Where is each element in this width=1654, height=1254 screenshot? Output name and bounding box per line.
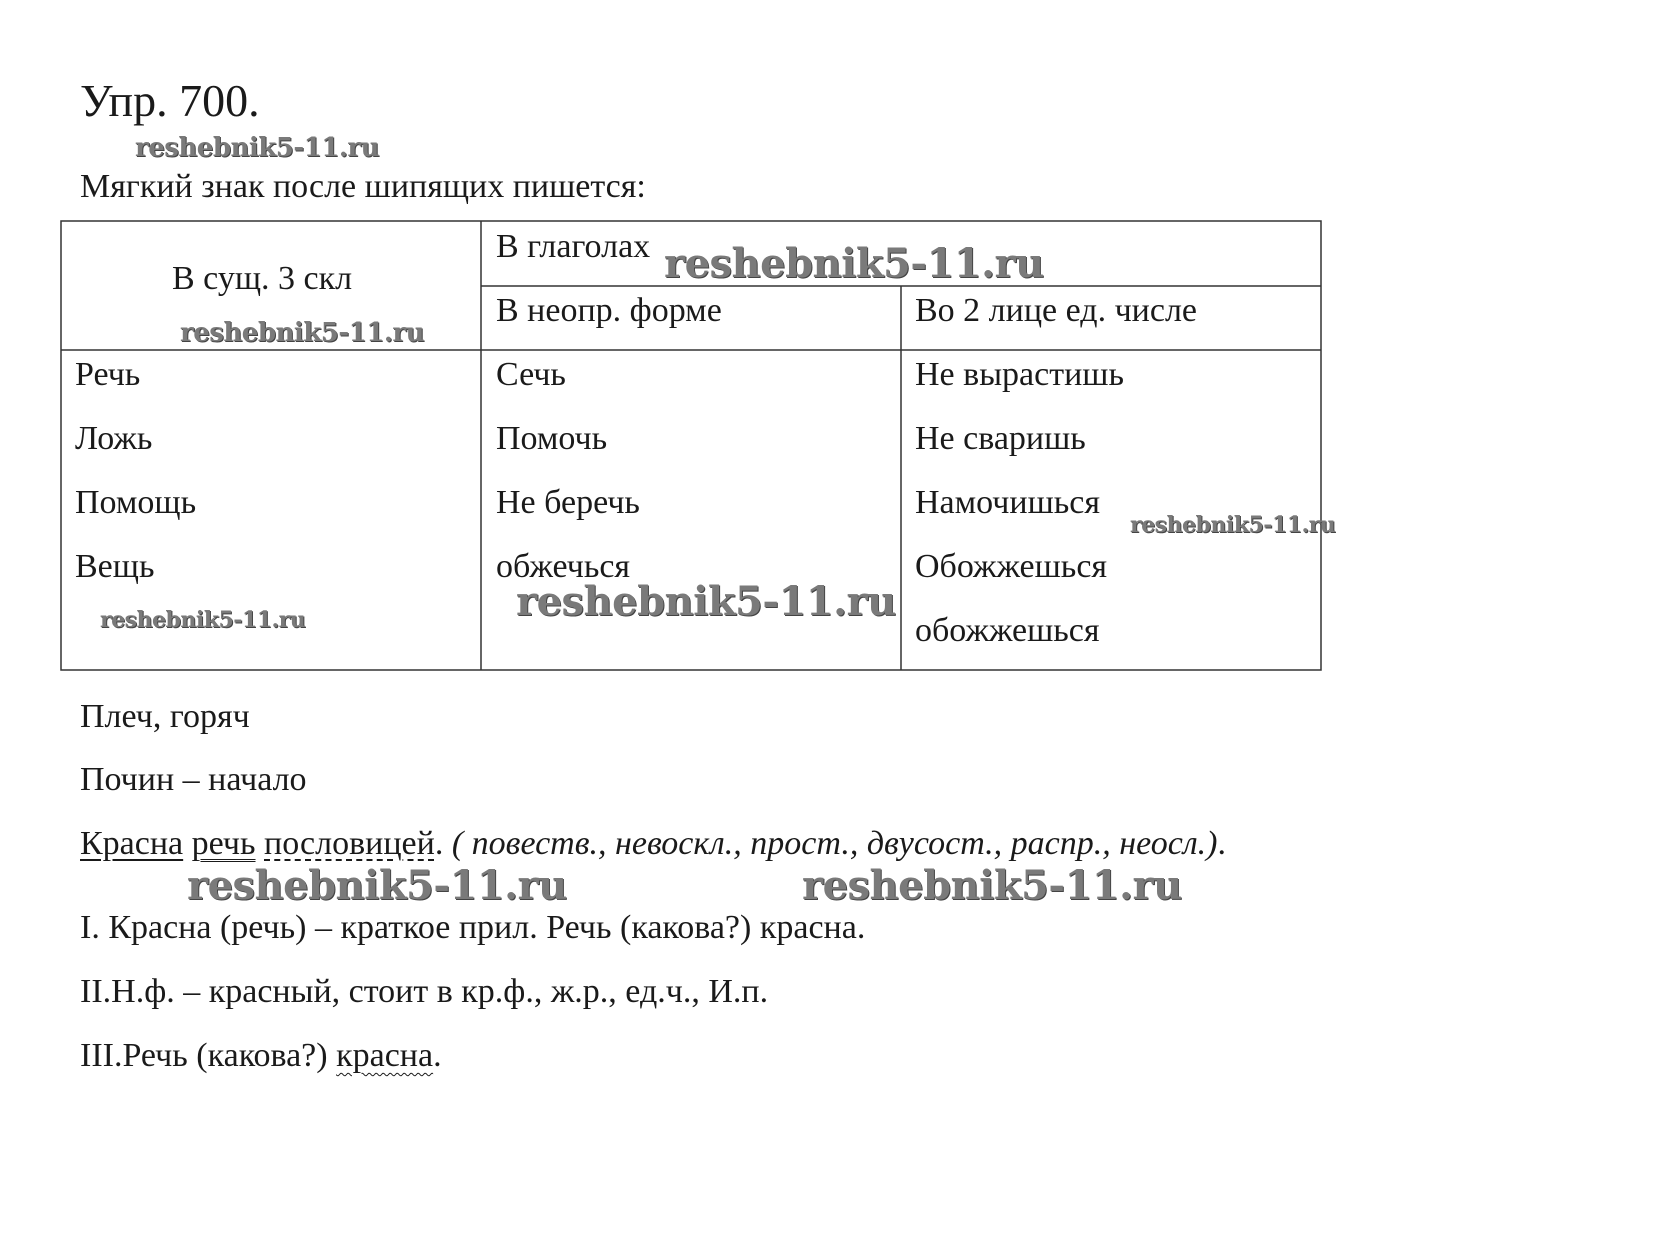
table-cell: Помощь: [75, 484, 197, 521]
table-cell: Не беречь: [496, 484, 640, 521]
predicate-word: красна: [336, 1037, 434, 1074]
table-header-nouns: В сущ. 3 скл: [172, 260, 353, 297]
subject-word: речь: [191, 825, 256, 862]
punctuation: .: [434, 825, 444, 862]
text-line: Почин – начало: [80, 761, 307, 798]
exercise-title: Упр. 700.: [80, 75, 260, 126]
table-cell: Не вырастишь: [915, 356, 1124, 393]
punctuation: .: [1217, 825, 1227, 862]
table-header-infinitive: В неопр. форме: [496, 292, 722, 329]
table-cell: обжечься: [496, 548, 631, 585]
predicate-word: Красна: [80, 825, 184, 862]
watermark: reshebnik5-11.ru: [135, 133, 380, 163]
table-cell: обожжешься: [915, 612, 1100, 649]
table-cell: Намочишься: [915, 484, 1100, 521]
watermark: reshebnik5-11.ru: [802, 862, 1182, 909]
table-header-verbs: В глаголах: [496, 228, 651, 265]
sentence-characteristics: ( повеств., невоскл., прост., двусост., распр., неосл.): [451, 825, 1218, 862]
table-cell: Сечь: [496, 356, 566, 393]
table-cell: Не сваришь: [915, 420, 1086, 457]
table-cell: Ложь: [75, 420, 153, 457]
watermark: reshebnik5-11.ru: [1130, 512, 1336, 538]
watermark: reshebnik5-11.ru: [664, 240, 1044, 287]
adverbial-word: пословицей: [264, 825, 435, 862]
parsing-step-3-text: III.Речь (какова?): [80, 1037, 337, 1074]
punctuation: .: [433, 1037, 442, 1074]
table-cell: Вещь: [75, 548, 155, 585]
intro-text: Мягкий знак после шипящих пишется:: [80, 168, 646, 205]
text-line: Плеч, горяч: [80, 698, 250, 735]
watermark: reshebnik5-11.ru: [516, 578, 896, 625]
table-header-second-person: Во 2 лице ед. числе: [915, 292, 1198, 329]
table-cell: Помочь: [496, 420, 608, 457]
sentence-analysis: [80, 827, 1226, 861]
watermark: reshebnik5-11.ru: [180, 318, 425, 348]
parsing-step-1: I. Красна (речь) – краткое прил. Речь (какова?) красна.: [80, 909, 866, 946]
parsing-step-2: II.Н.ф. – красный, стоит в кр.ф., ж.р., ед.ч., И.п.: [80, 973, 769, 1010]
watermark: reshebnik5-11.ru: [187, 862, 567, 909]
table-cell: Речь: [75, 356, 141, 393]
parsing-step-3: [80, 1039, 442, 1073]
table-cell: Обожжешься: [915, 548, 1108, 585]
watermark: reshebnik5-11.ru: [100, 607, 306, 633]
